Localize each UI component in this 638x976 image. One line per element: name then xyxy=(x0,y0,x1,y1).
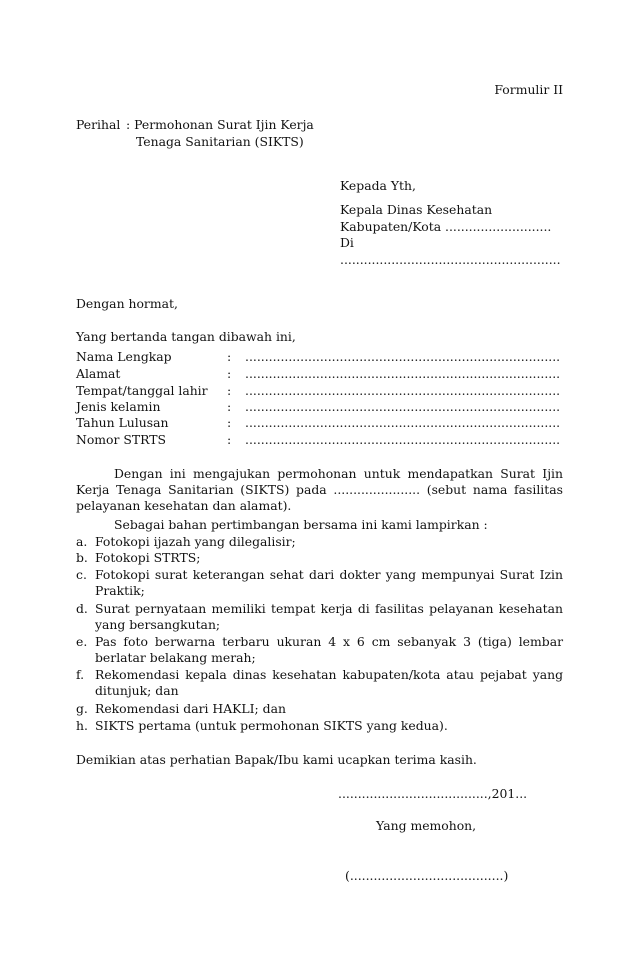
list-marker: d. xyxy=(76,601,88,616)
field-row xyxy=(76,383,563,399)
field-label: Nomor STRTS xyxy=(76,432,166,447)
intro: Yang bertanda tangan dibawah ini, xyxy=(76,329,296,344)
paragraph-line: Dengan ini mengajukan permohonan untuk mendapatkan Surat Ijin xyxy=(114,466,563,481)
field-label: Tempat/tanggal lahir xyxy=(76,383,208,398)
list-marker: h. xyxy=(76,718,88,733)
field-label: Tahun Lulusan xyxy=(76,415,169,430)
request-paragraph xyxy=(76,466,563,514)
form-label: Formulir II xyxy=(494,82,563,97)
subject-label: Perihal xyxy=(76,117,121,132)
list-marker: c. xyxy=(76,567,87,582)
list-item-text: ditunjuk; dan xyxy=(95,683,179,698)
list-marker: b. xyxy=(76,550,88,565)
list-item-text: Praktik; xyxy=(95,583,145,598)
field-value: ................................................................................ xyxy=(245,415,561,430)
list-item-text: Fotokopi STRTS; xyxy=(95,550,201,565)
field-row xyxy=(76,432,563,448)
subject-line-1: : Permohonan Surat Ijin Kerja xyxy=(126,117,314,132)
list-item-text: berlatar belakang merah; xyxy=(95,650,256,665)
field-value: ................................................................................ xyxy=(245,383,561,398)
closing: Demikian atas perhatian Bapak/Ibu kami ucapkan terima kasih. xyxy=(76,752,477,767)
field-row xyxy=(76,415,563,431)
list-marker: a. xyxy=(76,534,88,549)
list-item-text: yang bersangkutan; xyxy=(95,617,221,632)
applicant-label: Yang memohon, xyxy=(376,818,477,833)
field-row xyxy=(76,349,563,365)
field-label: Nama Lengkap xyxy=(76,349,172,364)
field-colon: : xyxy=(227,432,232,447)
recipient-line-3: Di xyxy=(340,235,354,250)
list-item-text: Rekomendasi kepala dinas kesehatan kabupaten/kota atau pejabat yang xyxy=(95,667,563,682)
field-colon: : xyxy=(227,415,232,430)
field-value: ................................................................................ xyxy=(245,399,561,414)
list-marker: f. xyxy=(76,667,85,682)
list-item-text: Rekomendasi dari HAKLI; dan xyxy=(95,701,286,716)
list-item-text: Fotokopi surat keterangan sehat dari dokter yang mempunyai Surat Izin xyxy=(95,567,563,582)
list-item-text: SIKTS pertama (untuk permohonan SIKTS yang kedua). xyxy=(95,718,448,733)
greeting: Dengan hormat, xyxy=(76,296,178,311)
field-colon: : xyxy=(227,366,232,381)
signature-line: (.......................................) xyxy=(345,868,509,883)
list-item-text: Surat pernyataan memiliki tempat kerja di fasilitas pelayanan kesehatan xyxy=(95,601,563,616)
paragraph-line: Kerja Tenaga Sanitarian (SIKTS) pada ...................... (sebut nama fasilitas xyxy=(76,482,563,497)
recipient-line-2: Kabupaten/Kota ........................... xyxy=(340,219,552,234)
field-colon: : xyxy=(227,349,232,364)
list-marker: e. xyxy=(76,634,88,649)
list-item-text: Pas foto berwarna terbaru ukuran 4 x 6 cm sebanyak 3 (tiga) lembar xyxy=(95,634,563,649)
field-label: Alamat xyxy=(76,366,121,381)
field-label: Jenis kelamin xyxy=(76,399,161,414)
field-row xyxy=(76,366,563,382)
field-value: ................................................................................ xyxy=(245,366,561,381)
paragraph-line: pelayanan kesehatan dan alamat). xyxy=(76,498,292,513)
recipient-to: Kepada Yth, xyxy=(340,178,416,193)
attachments-intro: Sebagai bahan pertimbangan bersama ini kami lampirkan : xyxy=(114,517,488,532)
date-line: ......................................,201... xyxy=(338,786,528,801)
field-colon: : xyxy=(227,399,232,414)
field-colon: : xyxy=(227,383,232,398)
recipient-line-4: ........................................................ xyxy=(340,252,561,267)
list-marker: g. xyxy=(76,701,88,716)
field-value: ................................................................................ xyxy=(245,349,561,364)
recipient-line-1: Kepala Dinas Kesehatan xyxy=(340,202,493,217)
field-row xyxy=(76,399,563,415)
list-item-text: Fotokopi ijazah yang dilegalisir; xyxy=(95,534,296,549)
subject-line-2: Tenaga Sanitarian (SIKTS) xyxy=(136,134,304,149)
field-value: ................................................................................ xyxy=(245,432,561,447)
